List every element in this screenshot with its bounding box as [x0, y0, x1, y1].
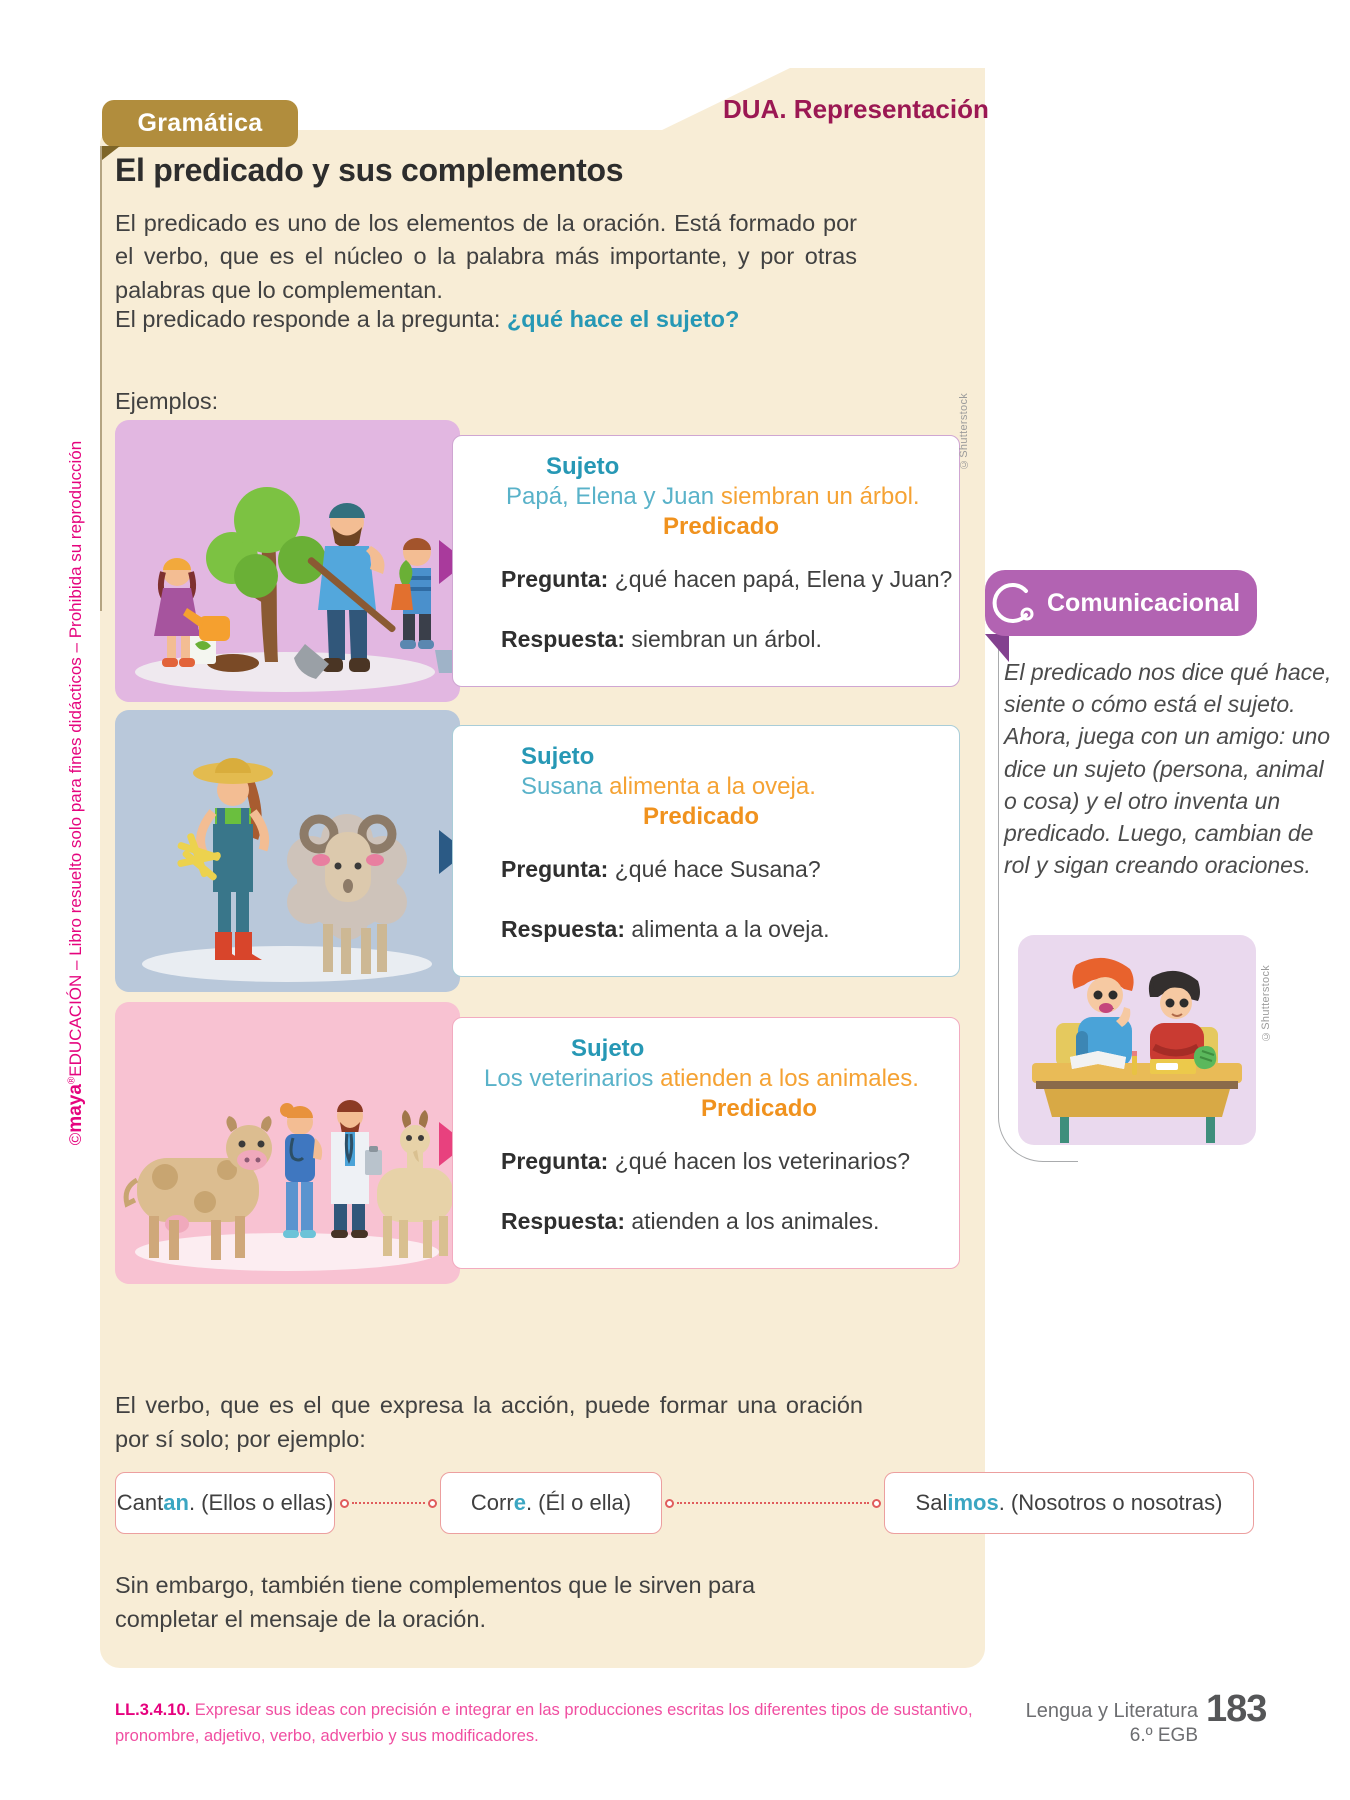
example-card-1	[115, 420, 960, 702]
question-lead: El predicado responde a la pregunta:	[115, 306, 507, 332]
dotted-line	[677, 1502, 869, 1504]
respuesta-text: siembran un árbol.	[624, 626, 822, 652]
verb-ending: imos	[947, 1490, 999, 1515]
sujeto-label: Sujeto	[521, 743, 595, 770]
brand-name: maya	[65, 1084, 86, 1133]
verb-box-corre	[440, 1472, 662, 1534]
registered-mark: ®	[66, 1076, 78, 1085]
respuesta-line	[501, 626, 822, 653]
veterinarians-with-animals-illustration	[115, 1002, 460, 1284]
sentence-block	[453, 452, 959, 542]
example-sentence	[506, 482, 959, 512]
page-title: El predicado y sus complementos	[115, 152, 624, 188]
sentence-subject: Susana	[521, 773, 610, 800]
curriculum-description: Expresar sus ideas con precisión e integrar en las producciones escritas los diferentes tipos de sustantivo, pronombre, adjetivo, verbo, adverbio y sus modificadores.	[115, 1701, 973, 1745]
sujeto-label: Sujeto	[571, 1035, 645, 1062]
respuesta-label: Respuesta:	[501, 916, 625, 942]
sidebar-badge-label: Comunicacional	[1047, 588, 1241, 617]
sentence-block	[453, 1034, 959, 1124]
example-card-2-text	[452, 725, 960, 977]
farmer-feeding-sheep-illustration	[115, 710, 460, 992]
verb-box-salimos	[884, 1472, 1254, 1534]
kids-talking-illustration	[1018, 935, 1256, 1145]
pregunta-line	[501, 856, 821, 883]
example-card-3	[115, 1002, 960, 1284]
dua-code: DUA.	[723, 94, 787, 124]
sentence-predicate: alimenta a la oveja.	[609, 773, 816, 800]
respuesta-line	[501, 916, 830, 943]
verb-ending: an	[163, 1490, 189, 1515]
kids-talking-svg	[1018, 935, 1256, 1145]
example-sentence	[484, 1064, 959, 1094]
dua-tag	[723, 94, 989, 125]
connector-ring-icon	[428, 1499, 437, 1508]
curriculum-code: LL.3.4.10.	[115, 1701, 191, 1719]
verb-ending: e	[513, 1490, 526, 1515]
dotted-connector	[340, 1496, 437, 1510]
predicado-label: Predicado	[701, 1095, 818, 1122]
copyright-symbol: ©	[66, 1132, 85, 1146]
verb-suffix: . (Nosotros o nosotras)	[998, 1490, 1223, 1515]
respuesta-line	[501, 1208, 879, 1235]
pregunta-text: ¿qué hace Susana?	[608, 856, 821, 882]
sentence-predicate: siembran un árbol.	[720, 483, 920, 510]
footer-grade: 6.º EGB	[1129, 1725, 1198, 1746]
dotted-connector	[665, 1496, 881, 1510]
verb-suffix: . (Ellos o ellas)	[188, 1490, 334, 1515]
dua-label: Representación	[793, 94, 989, 124]
curriculum-standard	[115, 1698, 995, 1749]
copyright-text: EDUCACIÓN – Libro resuelto solo para fines didácticos – Prohibida su reproducción	[66, 440, 85, 1077]
verb-suffix: . (Él o ella)	[525, 1490, 632, 1515]
veterinarians-with-animals-svg	[115, 1002, 460, 1284]
family-planting-tree-illustration	[115, 420, 460, 702]
communication-c-icon	[988, 578, 1038, 628]
connector-ring-icon	[665, 1499, 674, 1508]
verb-prefix: Sal	[915, 1490, 948, 1515]
example-card-3-text	[452, 1017, 960, 1269]
left-accent-rule	[100, 146, 102, 611]
example-sentence	[521, 772, 959, 802]
intro-paragraph: El predicado es uno de los elementos de la oración. Está formado por el verbo, que es el núcleo o la palabra más importante, y por otras palabras que lo complementan.	[115, 210, 857, 303]
connector-ring-icon	[340, 1499, 349, 1508]
sujeto-label: Sujeto	[546, 453, 620, 480]
page-number: 183	[1206, 1688, 1267, 1730]
copyright-sidebar-text	[65, 413, 91, 1173]
sidebar-body-text: El predicado nos dice qué hace, siente o cómo está el sujeto. Ahora, juega con un amigo: uno dice un sujeto (persona, animal o cosa) y el otro inventa un predicado. Luego, cambian de rol y sigan creando oraciones.	[1004, 659, 1332, 879]
pregunta-line	[501, 566, 952, 593]
stock-credit: ©Shutterstock	[1260, 964, 1272, 1042]
verb-prefix: Cant	[116, 1490, 164, 1515]
verb-note: El verbo, que es el que expresa la acción, puede formar una oración por sí solo; por ejemplo:	[115, 1392, 863, 1453]
section-badge	[102, 100, 298, 147]
closing-paragraph: Sin embargo, también tiene complementos que le sirven para completar el mensaje de la oración.	[115, 1572, 756, 1633]
footer-subject: Lengua y Literatura	[1025, 1700, 1198, 1722]
sentence-predicate: atienden a los animales.	[660, 1065, 919, 1092]
sentence-subject: Papá, Elena y Juan	[506, 483, 721, 510]
respuesta-label: Respuesta:	[501, 1208, 625, 1234]
section-badge-label: Gramática	[137, 109, 263, 137]
farmer-feeding-sheep-svg	[115, 710, 460, 992]
respuesta-text: alimenta a la oveja.	[624, 916, 830, 942]
dotted-line	[352, 1502, 425, 1504]
respuesta-text: atienden a los animales.	[624, 1208, 880, 1234]
predicado-label: Predicado	[643, 803, 760, 830]
sentence-block	[453, 742, 959, 832]
pregunta-text: ¿qué hacen papá, Elena y Juan?	[608, 566, 953, 592]
pregunta-line	[501, 1148, 910, 1175]
verb-box-cantan	[115, 1472, 335, 1534]
example-card-2	[115, 710, 960, 992]
examples-label: Ejemplos:	[115, 388, 219, 414]
family-planting-tree-svg	[115, 420, 460, 702]
respuesta-label: Respuesta:	[501, 626, 625, 652]
question-line	[115, 306, 739, 333]
connector-ring-icon	[872, 1499, 881, 1508]
pregunta-text: ¿qué hacen los veterinarios?	[608, 1148, 911, 1174]
pregunta-label: Pregunta:	[501, 566, 609, 592]
question-highlight: ¿qué hace el sujeto?	[506, 306, 740, 332]
example-card-1-text	[452, 435, 960, 687]
pregunta-label: Pregunta:	[501, 1148, 609, 1174]
pregunta-label: Pregunta:	[501, 856, 609, 882]
sentence-subject: Los veterinarios	[484, 1065, 661, 1092]
stock-credit: ©Shutterstock	[958, 392, 970, 470]
verb-prefix: Corr	[470, 1490, 514, 1515]
predicado-label: Predicado	[663, 513, 780, 540]
